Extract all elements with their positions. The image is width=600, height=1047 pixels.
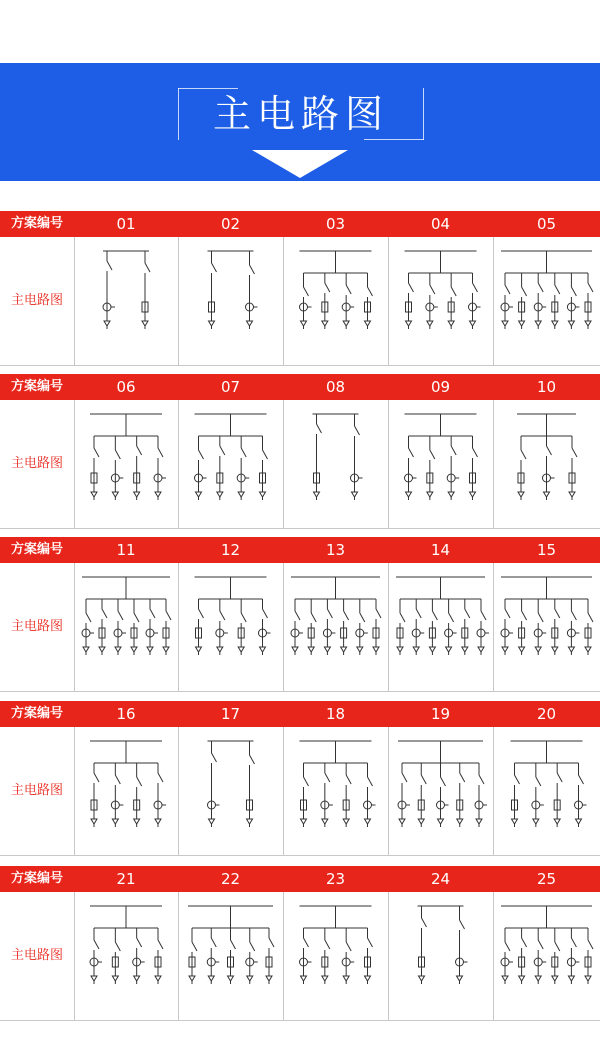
scheme-number: 09 xyxy=(430,378,451,396)
scheme-number: 11 xyxy=(116,541,136,559)
scheme-number: 06 xyxy=(116,378,136,396)
block-body xyxy=(0,892,600,1020)
scheme-label: 方案编号 xyxy=(10,871,63,886)
down-arrow-icon xyxy=(252,150,348,178)
scheme-number: 03 xyxy=(325,215,346,233)
scheme-number: 08 xyxy=(325,378,346,396)
block-header xyxy=(0,866,600,892)
scheme-number: 10 xyxy=(536,378,557,396)
scheme-number: 17 xyxy=(220,705,241,723)
scheme-number: 14 xyxy=(430,541,451,559)
row-label: 主电路图 xyxy=(10,948,63,963)
scheme-number: 20 xyxy=(536,705,557,723)
scheme-block-2 xyxy=(0,374,600,530)
scheme-number: 07 xyxy=(220,378,241,396)
scheme-number: 15 xyxy=(536,541,557,559)
scheme-number: 12 xyxy=(220,541,241,559)
scheme-number: 25 xyxy=(536,870,557,888)
row-label: 主电路图 xyxy=(10,619,63,634)
scheme-block-1 xyxy=(0,211,600,367)
scheme-number: 13 xyxy=(325,541,346,559)
scheme-number: 19 xyxy=(430,705,451,723)
scheme-number: 22 xyxy=(220,870,241,888)
block-body xyxy=(0,237,600,365)
scheme-label: 方案编号 xyxy=(10,379,63,394)
block-header xyxy=(0,374,600,400)
scheme-label: 方案编号 xyxy=(10,706,63,721)
scheme-number: 23 xyxy=(325,870,346,888)
scheme-number: 21 xyxy=(116,870,136,888)
scheme-label: 方案编号 xyxy=(10,542,63,557)
block-header xyxy=(0,211,600,237)
row-label: 主电路图 xyxy=(10,783,63,798)
circuit-diagrams xyxy=(0,892,600,1020)
scheme-number: 18 xyxy=(325,705,346,723)
row-label: 主电路图 xyxy=(10,293,63,308)
scheme-number: 02 xyxy=(220,215,241,233)
scheme-number: 05 xyxy=(536,215,557,233)
scheme-number: 01 xyxy=(116,215,136,233)
scheme-block-5 xyxy=(0,866,600,1022)
block-body xyxy=(0,400,600,528)
scheme-number: 24 xyxy=(430,870,451,888)
circuit-diagrams xyxy=(0,563,600,691)
page-title: 主电路图 xyxy=(212,92,389,136)
circuit-diagrams xyxy=(0,727,600,855)
scheme-number: 16 xyxy=(116,705,136,723)
block-body xyxy=(0,727,600,855)
circuit-diagrams xyxy=(0,400,600,528)
block-header xyxy=(0,701,600,727)
scheme-label: 方案编号 xyxy=(10,216,63,231)
circuit-diagrams xyxy=(0,237,600,365)
block-body xyxy=(0,563,600,691)
scheme-number: 04 xyxy=(430,215,451,233)
scheme-block-3 xyxy=(0,537,600,693)
block-header xyxy=(0,537,600,563)
scheme-block-4 xyxy=(0,701,600,857)
row-label: 主电路图 xyxy=(10,456,63,471)
